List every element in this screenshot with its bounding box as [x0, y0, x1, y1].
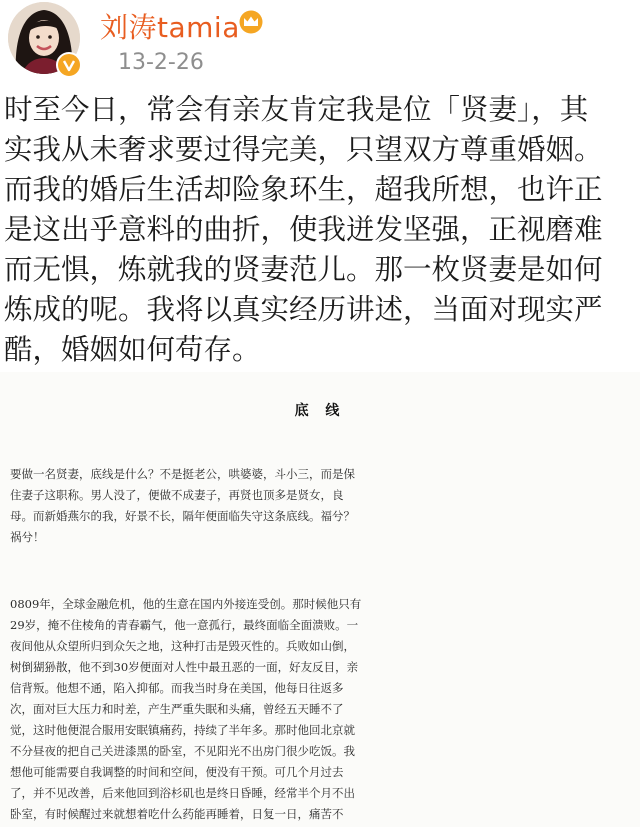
document-line: 母。而新婚燕尔的我，好景不长，隔年便面临失守这条底线。福兮？	[10, 509, 355, 523]
document-line: 29岁，掩不住棱角的青春霸气，他一意孤行，最终面临全面溃败。一	[10, 618, 359, 632]
document-title: 底 线	[294, 403, 346, 419]
document-paragraph	[10, 464, 428, 548]
crown-icon[interactable]	[238, 10, 264, 34]
post-header	[0, 0, 640, 90]
document-paragraph	[10, 594, 428, 825]
post-text-line: 时至今日，常会有亲友肯定我是位「贤妻」，其	[4, 93, 589, 126]
verified-v-icon	[56, 52, 82, 78]
post-text-line: 是这出乎意料的曲折，使我迸发坚强，正视磨难	[4, 213, 603, 246]
post-text	[4, 90, 636, 370]
post-text-line: 炼成的呢。我将以真实经历讲述，当面对现实严	[4, 293, 603, 326]
document-line: 信背叛。他想不通，陷入抑郁。而我当时身在美国，他每日往返多	[10, 681, 344, 695]
post-date: 13-2-26	[118, 50, 204, 75]
username[interactable]: 刘涛tamia	[100, 11, 240, 44]
document-line: 想他可能需要自我调整的时间和空间，便没有干预。可几个月过去	[10, 765, 344, 779]
document-line: 0809年，全球金融危机，他的生意在国内外接连受创。那时候他只有	[10, 597, 362, 611]
post-text-line: 而我的婚后生活却险象环生，超我所想，也许正	[4, 173, 603, 206]
post-text-line: 酷，婚姻如何苟存。	[4, 333, 261, 366]
document-line: 次，面对巨大压力和时差，产生严重失眠和头痛，曾经五天睡不了	[10, 702, 344, 716]
document-line: 住妻子这职称。男人没了，便做不成妻子，再贤也顶多是贤女，良	[10, 488, 344, 502]
document-line: 要做一名贤妻，底线是什么？不是挺老公，哄婆婆，斗小三，而是保	[10, 467, 355, 481]
post-text-line: 实我从未奢求要过得完美，只望双方尊重婚姻。	[4, 133, 603, 166]
embedded-document-image[interactable]	[0, 372, 640, 827]
document-line: 祸兮！	[10, 530, 45, 544]
document-line: 觉，这时他便混合服用安眠镇痛药，持续了半年多。那时他回北京就	[10, 723, 355, 737]
document-line: 不分昼夜的把自己关进漆黑的卧室，不见阳光不出房门很少吃饭。我	[10, 744, 355, 758]
document-line: 了，并不见改善，后来他回到浴杉矶也是终日昏睡，经常半个月不出	[10, 786, 355, 800]
document-line: 卧室，有时候醒过来就想着吃什么药能再睡着，日复一日，痛苦不	[10, 807, 344, 821]
document-line: 树倒猢狲散，他不到30岁便面对人性中最丑恶的一面，好友反目，亲	[10, 660, 359, 674]
post-text-line: 而无惧，炼就我的贤妻范儿。那一枚贤妻是如何	[4, 253, 603, 286]
document-line: 夜间他从众望所归到众矢之地，这种打击是毁灭性的。兵败如山倒，	[10, 639, 355, 653]
